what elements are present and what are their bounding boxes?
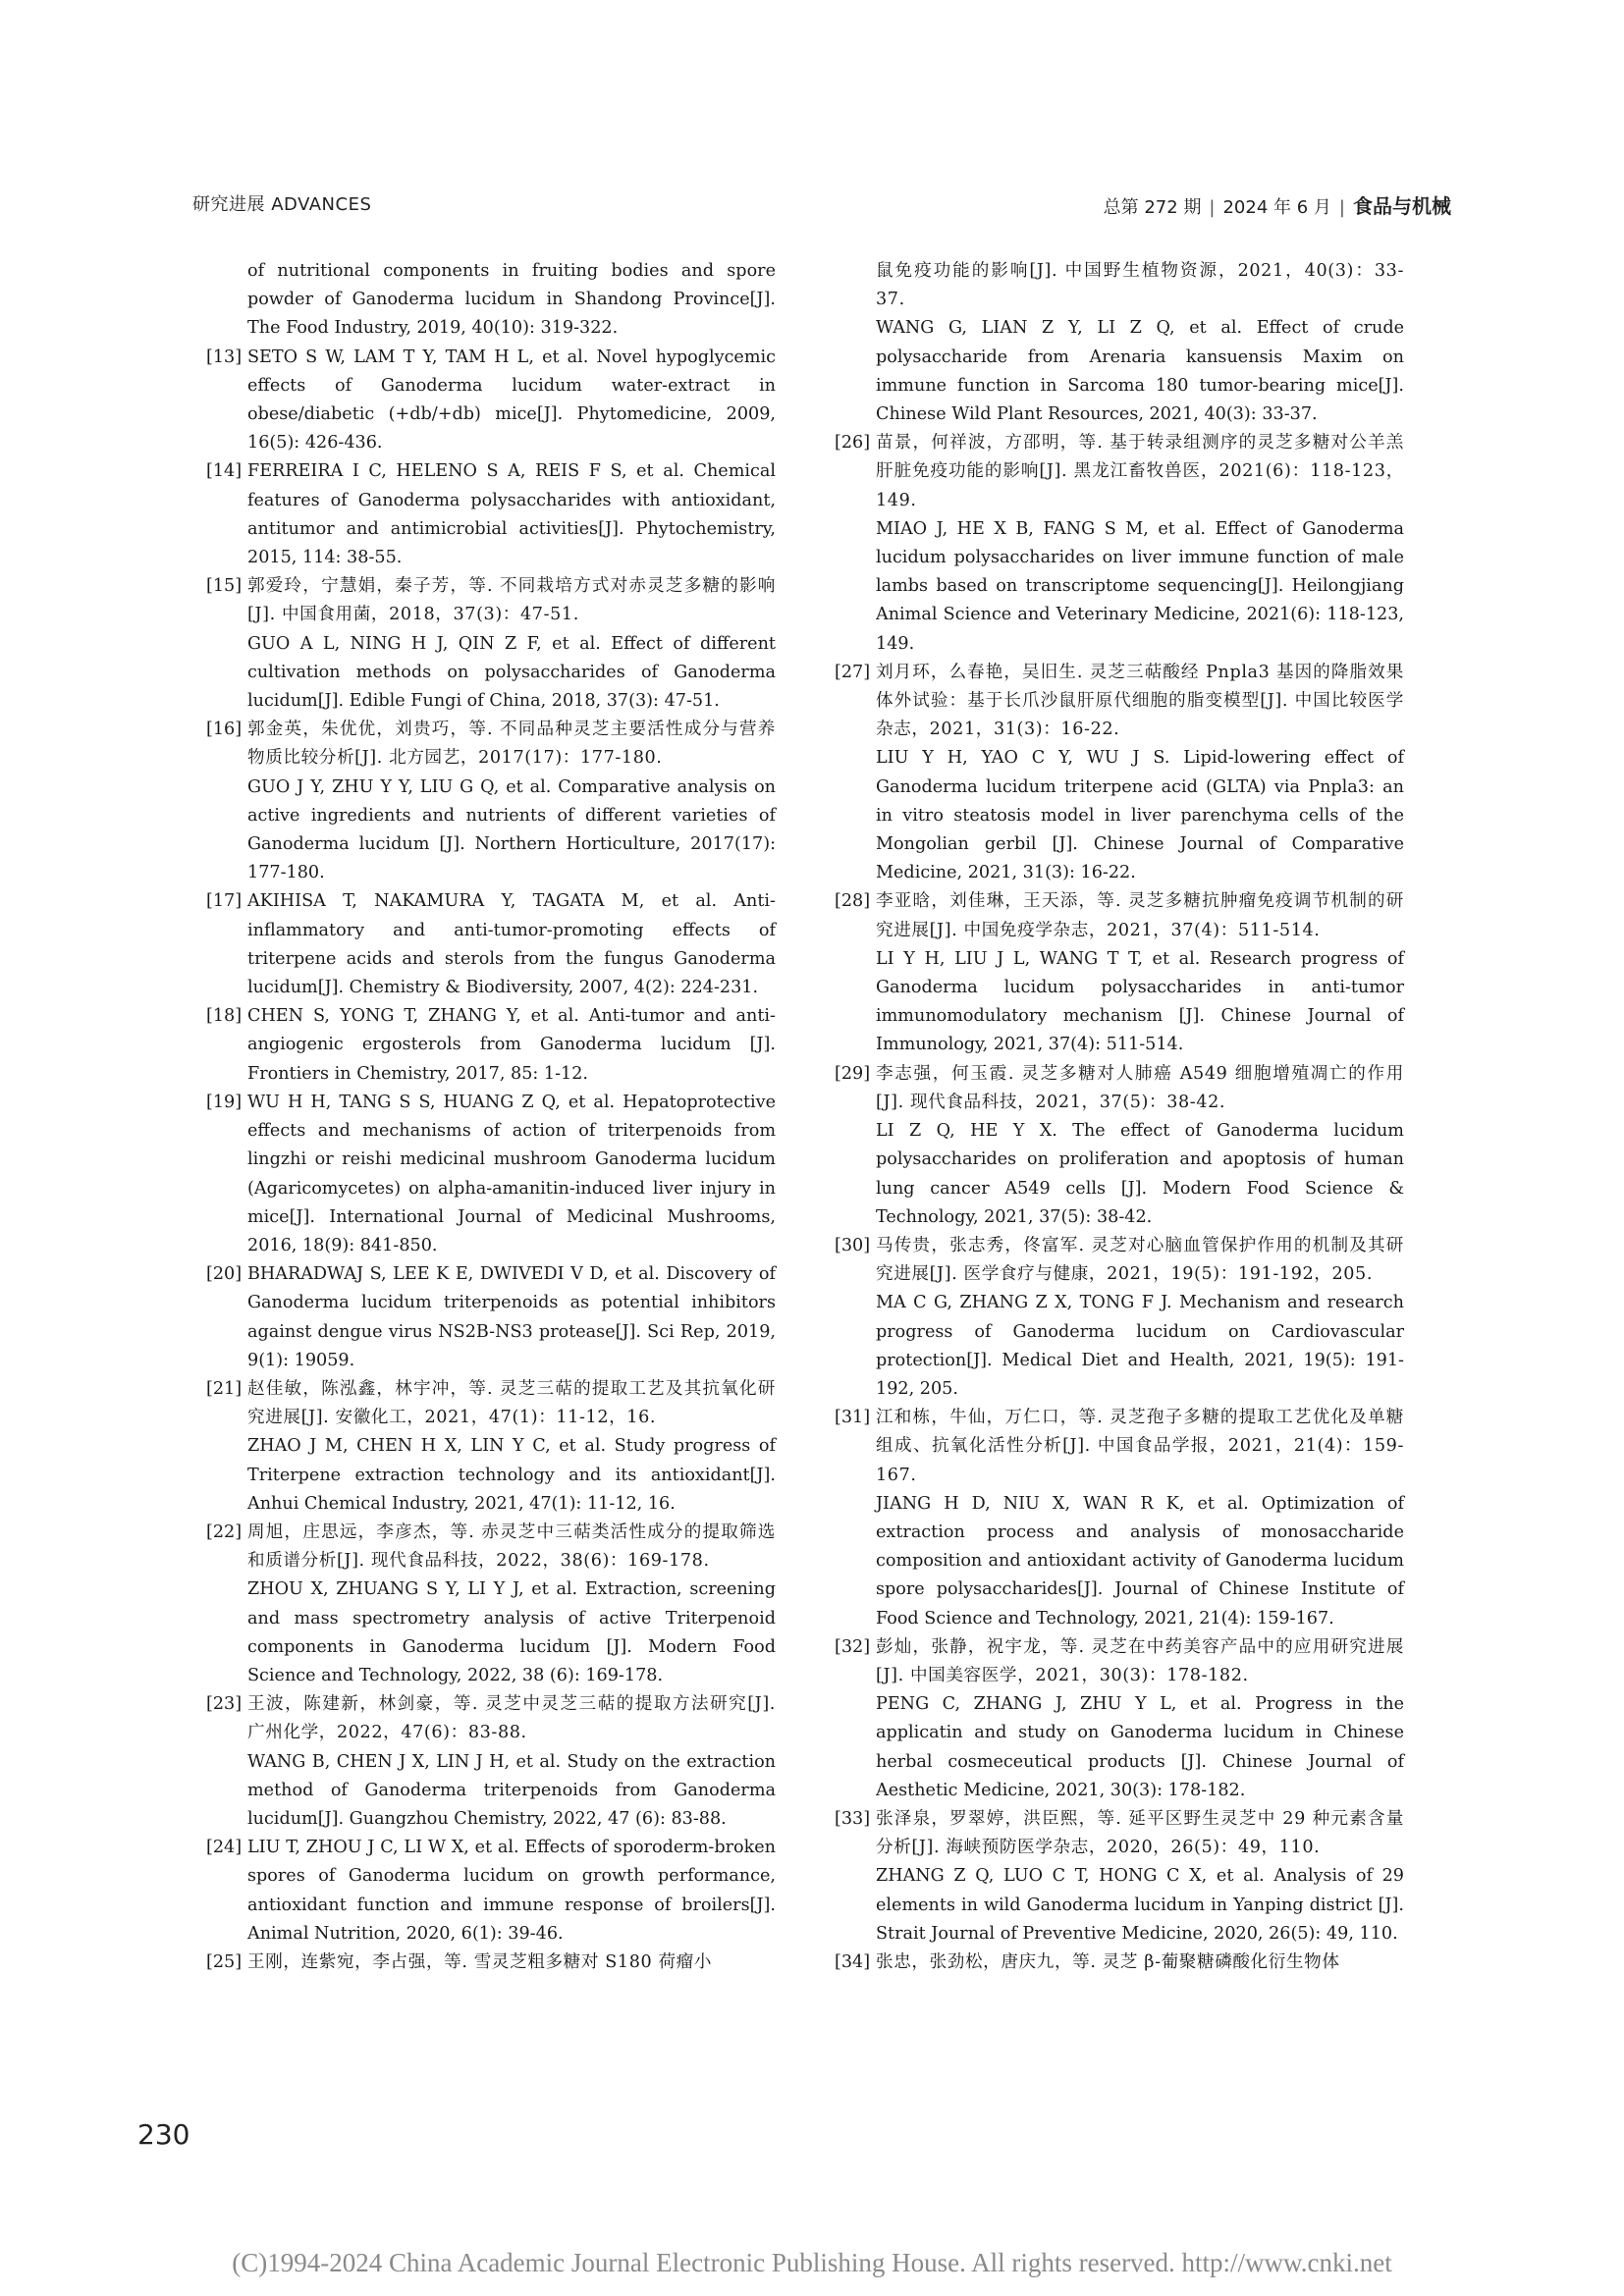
reference-number: [25] [206,1951,243,1972]
reference-english-text: GUO A L, NING H J, QIN Z F, et al. Effect of different cultivation methods on polysaccharides of Ganoderma lucidum[J]. Edible Fungi of China, 2018, 37(3): 47-51. [247,633,776,712]
reference-number: [16] [206,720,243,740]
reference-english-text: WANG G, LIAN Z Y, LI Z Q, et al. Effect of crude polysaccharide from Arenaria kansuensis Maxim on immune function in Sarcoma 180 tumor-bearing mice[J]. Chinese Wild Plant Resources, 2021, 40(3): 33-37. [876,318,1404,425]
section-label: 研究进展 ADVANCES [192,194,372,215]
reference-number: [15] [206,576,243,597]
reference-chinese-text: 周旭，庄思远，李彦杰，等. 赤灵芝中三萜类活性成分的提取筛选和质谱分析[J]. 现代食品科技，2022，38(6)：169-178. [247,1522,776,1572]
running-header [192,190,1451,220]
reference-number: [29] [835,1063,871,1084]
reference-entry [206,716,776,887]
reference-english-text: WANG B, CHEN J X, LIN J H, et al. Study on the extraction method of Ganoderma triterpenoids from Ganoderma lucidum[J]. Guangzhou Chemistry, 2022, 47 (6): 83-88. [247,1751,776,1829]
reference-chinese-text: 苗景，何祥波，方邵明，等. 基于转录组测序的灵芝多糖对公羊羔肝脏免疫功能的影响[J]. 黑龙江畜牧兽医，2021(6)：118-123，149. [876,433,1404,510]
reference-number: [28] [835,891,871,912]
reference-english-text: JIANG H D, NIU X, WAN R K, et al. Optimization of extraction process and analysis of monosaccharide composition and antioxidant activity of Ganoderma lucidum spore polysaccharides[J]. Journal of Chinese Institute of Food Science and Technology, 2021, 21(4): 159-167. [876,1493,1404,1629]
reference-chinese-text: 李志强，何玉霞. 灵芝多糖对人肺癌 A549 细胞增殖凋亡的作用[J]. 现代食品科技，2021，37(5)：38-42. [876,1063,1404,1112]
reference-english-text: LIU Y H, YAO C Y, WU J S. Lipid-lowering effect of Ganoderma lucidum triterpene acid (GLTA) via Pnpla3: an in vitro steatosis model in liver parenchyma cells of the Mongolian gerbil [J]. Chinese Journal of Comparative Medicine, 2021, 31(3): 16-22. [876,748,1404,883]
reference-chinese-text: 赵佳敏，陈泓鑫，林宇冲，等. 灵芝三萜的提取工艺及其抗氧化研究进展[J]. 安徽化工，2021，47(1)：11-12，16. [247,1378,776,1428]
reference-entry [206,1260,776,1375]
journal-name: 食品与机械 [1353,194,1451,218]
reference-english-text: BHARADWAJ S, LEE K E, DWIVEDI V D, et al. Discovery of Ganoderma lucidum triterpenoids as potential inhibitors against dengue virus NS2B-NS3 protease[J]. Sci Rep, 2019, 9(1): 19059. [247,1264,776,1370]
reference-chinese-text: 李亚晗，刘佳琳，王天添，等. 灵芝多糖抗肿瘤免疫调节机制的研究进展[J]. 中国免疫学杂志，2021，37(4)：511-514. [876,891,1404,940]
reference-entry [835,1949,1404,1977]
reference-entry [835,1232,1404,1404]
reference-english-text: FERREIRA I C, HELENO S A, REIS F S, et al. Chemical features of Ganoderma polysaccharides with antioxidant, antitumor and antimicrobial activities[J]. Phytochemistry, 2015, 114: 38-55. [247,461,776,568]
reference-chinese-text: 鼠免疫功能的影响[J]. 中国野生植物资源，2021，40(3)：33-37. [876,261,1404,310]
reference-number: [30] [835,1235,871,1255]
reference-entry [206,257,776,344]
reference-english-text: LIU T, ZHOU J C, LI W X, et al. Effects of sporoderm-broken spores of Ganoderma lucidum on growth performance, antioxidant function and immune response of broilers[J]. Animal Nutrition, 2020, 6(1): 39-46. [247,1838,776,1944]
reference-entry [206,1089,776,1260]
reference-number: [26] [835,433,871,454]
reference-entry [835,1805,1404,1949]
reference-chinese-text: 江和栋，牛仙，万仁口，等. 灵芝孢子多糖的提取工艺优化及单糖组成、抗氧化活性分析[J]. 中国食品学报，2021，21(4)：159-167. [876,1408,1404,1485]
issue-number: 总第 272 期 [1103,197,1202,218]
reference-entry [835,1633,1404,1805]
reference-english-text: SETO S W, LAM T Y, TAM H L, et al. Novel hypoglycemic effects of Ganoderma lucidum water-extract in obese/diabetic (+db/+db) mice[J]. Phytomedicine, 2009, 16(5): 426-436. [247,347,776,454]
reference-english-text: ZHANG Z Q, LUO C T, HONG C X, et al. Analysis of 29 elements in wild Ganoderma lucidum in Yanping district [J]. Strait Journal of Preventive Medicine, 2020, 26(5): 49, 110. [876,1866,1404,1944]
reference-number: [18] [206,1006,243,1027]
reference-chinese-text: 郭金英，朱优优，刘贵巧，等. 不同品种灵芝主要活性成分与营养物质比较分析[J]. 北方园艺，2017(17)：177-180. [247,720,776,769]
reference-chinese-text: 张忠，张劲松，唐庆九，等. 灵芝 β-葡聚糖磷酸化衍生物体 [876,1951,1340,1972]
reference-number: [24] [206,1838,243,1858]
reference-entry [206,1949,776,1977]
references-right-column [835,257,1404,1977]
reference-entry [206,572,776,716]
reference-english-text: WU H H, TANG S S, HUANG Z Q, et al. Hepatoprotective effects and mechanisms of action of triterpenoids from lingzhi or reishi medicinal mushroom Ganoderma lucidum (Agaricomycetes) on alpha-amanitin-induced liver injury in mice[J]. International Journal of Medicinal Mushrooms, 2016, 18(9): 841-850. [247,1092,776,1255]
reference-entry [206,344,776,458]
reference-chinese-text: 马传贵，张志秀，佟富军. 灵芝对心脑血管保护作用的机制及其研究进展[J]. 医学食疗与健康，2021，19(5)：191-192，205. [876,1235,1404,1285]
reference-number: [31] [835,1408,871,1428]
reference-number: [17] [206,891,243,912]
reference-number: [32] [835,1636,871,1657]
reference-entry [835,659,1404,888]
reference-english-text: MIAO J, HE X B, FANG S M, et al. Effect of Ganoderma lucidum polysaccharides on liver immune function of male lambs based on transcriptome sequencing[J]. Heilongjiang Animal Science and Veterinary Medicine, 2021(6): 118-123, 149. [876,518,1404,654]
reference-entry [206,457,776,572]
reference-chinese-text: 张泽泉，罗翠婷，洪臣熙，等. 延平区野生灵芝中 29 种元素含量分析[J]. 海峡预防医学杂志，2020，26(5)：49，110. [876,1808,1404,1858]
reference-entry [206,1834,776,1949]
reference-chinese-text: 王刚，连紫宛，李占强，等. 雪灵芝粗多糖对 S180 荷瘤小 [247,1951,713,1972]
reference-english-text: ZHOU X, ZHUANG S Y, LI Y J, et al. Extraction, screening and mass spectrometry analysis of active Triterpenoid components in Ganoderma lucidum [J]. Modern Food Science and Technology, 2022, 38 (6): 169-178. [247,1579,776,1685]
reference-english-text: of nutritional components in fruiting bodies and spore powder of Ganoderma lucidum in Shandong Province[J]. The Food Industry, 2019, 40(10): 319-322. [247,261,776,339]
copyright-footer: (C)1994-2024 China Academic Journal Electronic Publishing House. All rights reserved. http://www.cnki.net [232,2248,1392,2277]
reference-entry [206,1002,776,1089]
reference-number: [34] [835,1951,871,1972]
reference-english-text: GUO J Y, ZHU Y Y, LIU G Q, et al. Comparative analysis on active ingredients and nutrients of different varieties of Ganoderma lucidum [J]. Northern Horticulture, 2017(17): 177-180. [247,776,776,883]
reference-chinese-text: 彭灿，张静，祝宇龙，等. 灵芝在中药美容产品中的应用研究进展[J]. 中国美容医学，2021，30(3)：178-182. [876,1636,1404,1685]
reference-number: [23] [206,1694,243,1715]
reference-number: [33] [835,1808,871,1829]
issue-date: 2024 年 6 月 [1222,197,1331,218]
references-left-column [206,257,776,1977]
reference-english-text: AKIHISA T, NAKAMURA Y, TAGATA M, et al. Anti-inflammatory and anti-tumor-promoting effects of triterpene acids and sterols from the fungus Ganoderma lucidum[J]. Chemistry & Biodiversity, 2007, 4(2): 224-231. [247,891,776,998]
reference-chinese-text: 刘月环，么春艳，吴旧生. 灵芝三萜酸经 Pnpla3 基因的降脂效果体外试验：基于长爪沙鼠肝原代细胞的脂变模型[J]. 中国比较医学杂志，2021，31(3)：16-22. [876,662,1404,740]
reference-entry [206,1375,776,1519]
reference-entry [835,429,1404,659]
reference-chinese-text: 郭爱玲，宁慧娟，秦子芳，等. 不同栽培方式对赤灵芝多糖的影响[J]. 中国食用菌，2018，37(3)：47-51. [247,576,776,625]
page-number: 230 [137,2118,190,2151]
reference-number: [13] [206,347,243,367]
reference-english-text: ZHAO J M, CHEN H X, LIN Y C, et al. Study progress of Triterpene extraction technology and its antioxidant[J]. Anhui Chemical Industry, 2021, 47(1): 11-12, 16. [247,1436,776,1514]
reference-english-text: LI Z Q, HE Y X. The effect of Ganoderma lucidum polysaccharides on proliferation and apoptosis of human lung cancer A549 cells [J]. Modern Food Science & Technology, 2021, 37(5): 38-42. [876,1121,1404,1227]
reference-number: [21] [206,1378,243,1399]
reference-english-text: PENG C, ZHANG J, ZHU Y L, et al. Progress in the applicatin and study on Ganoderma lucidum in Chinese herbal cosmeceutical products [J]. Chinese Journal of Aesthetic Medicine, 2021, 30(3): 178-182. [876,1694,1404,1800]
reference-english-text: LI Y H, LIU J L, WANG T T, et al. Research progress of Ganoderma lucidum polysaccharides in anti-tumor immunomodulatory mechanism [J]. Chinese Journal of Immunology, 2021, 37(4): 511-514. [876,948,1404,1055]
reference-number: [20] [206,1264,243,1285]
reference-english-text: CHEN S, YONG T, ZHANG Y, et al. Anti-tumor and anti-angiogenic ergosterols from Ganoderma lucidum [J]. Frontiers in Chemistry, 2017, 85: 1-12. [247,1006,776,1084]
reference-english-text: MA C G, ZHANG Z X, TONG F J. Mechanism and research progress of Ganoderma lucidum on Cardiovascular protection[J]. Medical Diet and Health, 2021, 19(5): 191-192, 205. [876,1293,1404,1399]
reference-number: [22] [206,1522,243,1542]
reference-entry [835,1404,1404,1633]
reference-number: [14] [206,461,243,482]
reference-chinese-text: 王波，陈建新，林剑豪，等. 灵芝中灵芝三萜的提取方法研究[J]. 广州化学，2022，47(6)：83-88. [247,1694,776,1743]
journal-info: 总第 272 期 | 2024 年 6 月 | 食品与机械 [1103,194,1451,218]
reference-entry [206,1519,776,1690]
reference-entry [206,1690,776,1834]
reference-entry [835,887,1404,1059]
reference-entry [835,257,1404,429]
reference-entry [206,887,776,1002]
reference-number: [19] [206,1092,243,1112]
reference-number: [27] [835,662,871,682]
reference-entry [835,1060,1404,1232]
